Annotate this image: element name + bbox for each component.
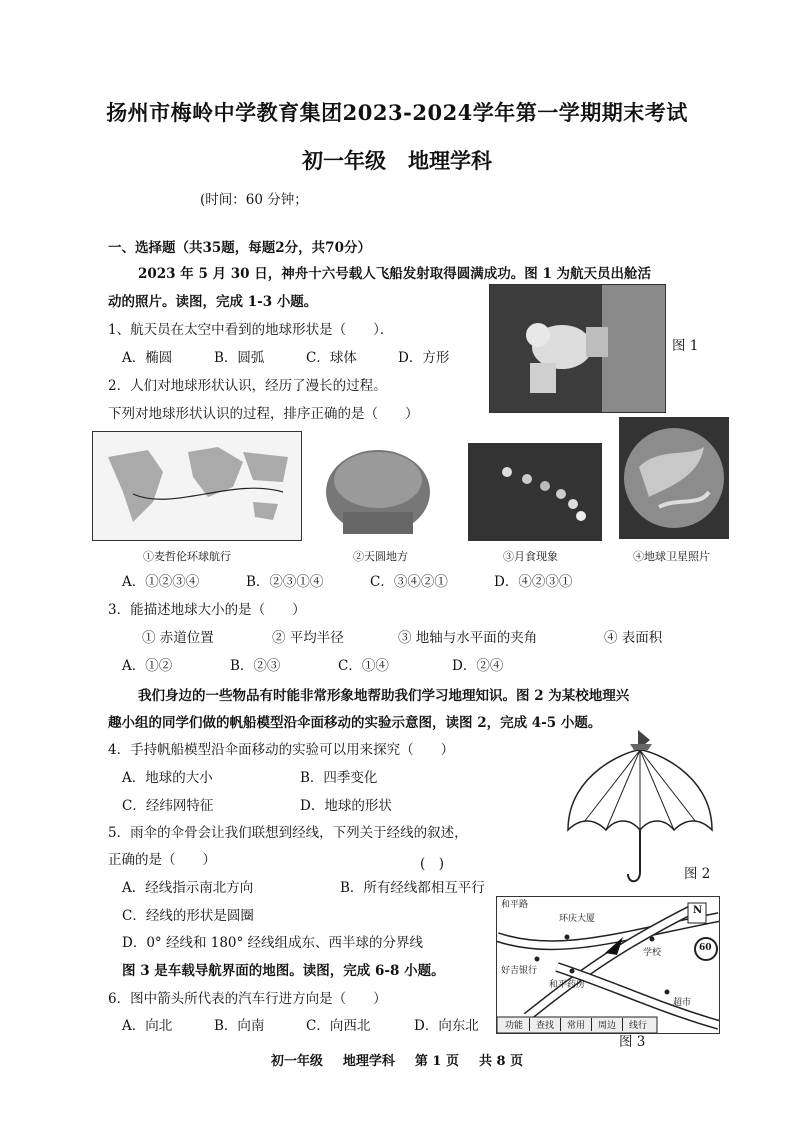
earth-satellite-photo	[619, 417, 729, 539]
q5-option-b[interactable]: B．所有经线都相互平行	[340, 880, 485, 896]
fig3-caption: 图 3	[619, 1034, 646, 1050]
exam-subtitle	[0, 145, 794, 175]
q1-option-d[interactable]: D．方形	[398, 350, 450, 366]
lunar-eclipse-photo	[468, 443, 602, 541]
q6-stem: 6．图中箭头所代表的汽车行进方向是（ ）	[108, 991, 387, 1007]
q3-option-d[interactable]: D．②④	[452, 658, 504, 674]
nav-button-function[interactable]: 功能	[499, 1018, 530, 1031]
q3-options	[122, 654, 503, 674]
q5-option-d[interactable]: D．0° 经线和 180° 经线组成东、西半球的分界线	[122, 935, 424, 951]
page-footer	[0, 1050, 794, 1069]
q1-option-c[interactable]: C．球体	[306, 350, 357, 366]
q6-options	[122, 1014, 479, 1034]
q5-stem1: 5．雨伞的伞骨会让我们联想到经线，下列关于经线的叙述，	[108, 825, 468, 841]
q3-item-1: ① 赤道位置	[142, 630, 214, 646]
speed-limit-icon: 60	[699, 943, 712, 953]
dome-icon	[323, 440, 433, 540]
q1-stem: 1、航天员在太空中看到的地球形状是（ ）．	[108, 322, 394, 338]
q4-option-c[interactable]: C．经纬网特征	[122, 798, 214, 814]
q2-option-d[interactable]: D．④②③①	[494, 574, 573, 590]
q4-option-a[interactable]: A．地球的大小	[122, 770, 213, 786]
q6-option-a[interactable]: A．向北	[122, 1018, 173, 1034]
q2-option-a[interactable]: A．①②③④	[122, 574, 200, 590]
footer-subject: 地理学科	[342, 1054, 395, 1069]
exam-time: (时间：60 分钟；	[200, 192, 308, 208]
q1-option-a[interactable]: A．椭圆	[122, 350, 173, 366]
nav-button-route[interactable]: 线行	[628, 1021, 647, 1031]
astronaut-icon	[490, 285, 665, 412]
q5-stem2: 正确的是（ ）	[108, 852, 216, 868]
q6-option-b[interactable]: B．向南	[214, 1018, 265, 1034]
q5-option-c[interactable]: C．经线的形状是圆圈	[122, 908, 254, 924]
q6-option-c[interactable]: C．向西北	[306, 1018, 371, 1034]
map-label-supermarket: 超市	[673, 998, 692, 1008]
exam-title: 扬州市梅岭中学教育集团2023-2024学年第一学期期末考试	[106, 100, 688, 125]
magellan-map	[92, 431, 302, 541]
fig2-caption: 图 2	[684, 866, 711, 882]
q3-option-c[interactable]: C．①④	[338, 658, 389, 674]
astronaut-photo	[489, 284, 666, 413]
map-label-school: 学校	[643, 948, 662, 958]
map-label-huanqing-building: 环庆大厦	[559, 914, 596, 924]
q4-option-d[interactable]: D．地球的形状	[300, 798, 392, 814]
q2-stem2: 下列对地球形状认识的过程，排序正确的是（ ）	[108, 406, 419, 422]
q3-item-4: ④ 表面积	[604, 630, 663, 646]
img1-caption: ①麦哲伦环球航行	[143, 550, 231, 563]
footer-grade: 初一年级	[270, 1054, 323, 1069]
nav-button-common[interactable]: 常用	[561, 1018, 592, 1031]
img3-caption: ③月食现象	[503, 550, 558, 563]
footer-page: 第 1 页	[414, 1054, 460, 1069]
q3-item-2: ② 平均半径	[272, 630, 344, 646]
subject-label: 地理学科	[408, 148, 492, 173]
q5-stray-bracket: ( )	[420, 856, 445, 872]
map-label-bank: 好吉银行	[501, 966, 538, 976]
q2-option-b[interactable]: B．②③①④	[246, 574, 324, 590]
q5-option-a[interactable]: A．经线指示南北方向	[122, 880, 254, 896]
earth-globe-icon	[619, 417, 729, 539]
map-label-pharmacy: 和平药房	[549, 980, 586, 990]
q3-stem: 3．能描述地球大小的是（ ）	[108, 602, 306, 618]
moon-phases-icon	[469, 444, 601, 540]
q3-items	[142, 626, 662, 646]
img4-caption: ④地球卫星照片	[633, 550, 710, 563]
intro3: 图 3 是车载导航界面的地图。读图，完成 6-8 小题。	[122, 963, 445, 979]
q2-options	[122, 570, 572, 590]
footer-total: 共 8 页	[479, 1054, 524, 1069]
heaven-earth-model	[323, 440, 433, 540]
q1-option-b[interactable]: B．圆弧	[214, 350, 265, 366]
north-icon: N	[693, 905, 703, 916]
q2-option-c[interactable]: C．③④②①	[370, 574, 448, 590]
intro1-line1: 2023 年 5 月 30 日，神舟十六号载人飞船发射取得圆满成功。图 1 为航天员出舱活	[138, 266, 652, 282]
nav-button-search[interactable]: 查找	[530, 1018, 561, 1031]
navigation-map	[496, 896, 720, 1034]
intro2-line2: 趣小组的同学们做的帆船模型沿伞面移动的实验示意图，读图 2，完成 4-5 小题。	[108, 715, 602, 731]
img2-caption: ②天圆地方	[353, 550, 408, 563]
map-label-heping-road: 和平路	[501, 897, 528, 910]
grade-label: 初一年级	[302, 148, 386, 173]
q3-option-a[interactable]: A．①②	[122, 658, 173, 674]
q3-item-3: ③ 地轴与水平面的夹角	[398, 630, 538, 646]
q2-stem1: 2．人们对地球形状认识，经历了漫长的过程。	[108, 378, 387, 394]
q4-option-b[interactable]: B．四季变化	[300, 770, 378, 786]
intro2-line1: 我们身边的一些物品有时能非常形象地帮助我们学习地理知识。图 2 为某校地理兴	[138, 688, 630, 704]
q6-option-d[interactable]: D．向东北	[414, 1018, 479, 1034]
intro1-line2: 动的照片。读图，完成 1-3 小题。	[108, 294, 318, 310]
q3-option-b[interactable]: B．②③	[230, 658, 281, 674]
q1-options	[122, 346, 449, 366]
fig1-caption: 图 1	[672, 338, 699, 354]
world-map-icon	[93, 432, 301, 540]
q4-stem: 4．手持帆船模型沿伞面移动的实验可以用来探究（ ）	[108, 742, 455, 758]
nav-button-nearby[interactable]: 周边	[592, 1018, 623, 1031]
section-heading: 一、选择题（共35题，每题2分，共70分）	[108, 240, 371, 256]
